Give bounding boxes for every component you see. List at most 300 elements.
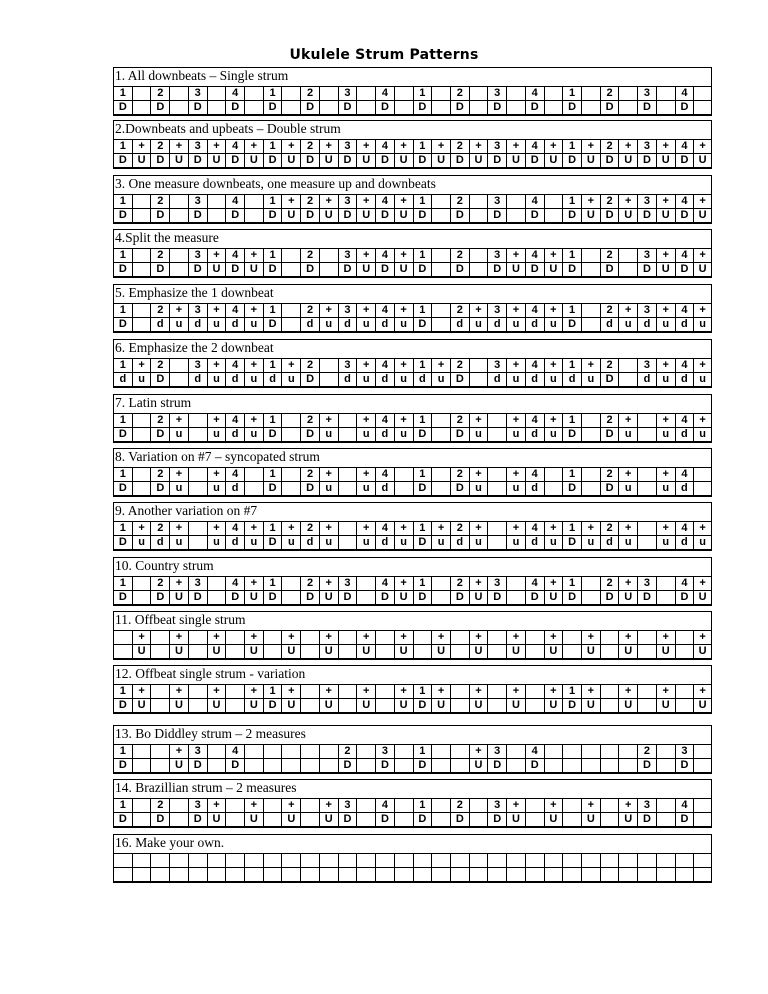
strum-direction-cell: D bbox=[525, 154, 544, 167]
beat-count-cell: + bbox=[469, 468, 488, 482]
strum-direction-cell bbox=[581, 263, 600, 276]
beat-count-cell: + bbox=[693, 359, 712, 373]
strum-direction-cell: U bbox=[618, 209, 637, 222]
strum-direction-cell: U bbox=[618, 591, 637, 604]
strum-direction-cell: D bbox=[525, 263, 544, 276]
beat-count-cell: 3 bbox=[637, 359, 656, 373]
strum-direction-cell: D bbox=[562, 154, 581, 167]
beat-count-cell: 4 bbox=[375, 87, 394, 101]
beat-count-cell: + bbox=[506, 631, 525, 645]
beat-count-cell: 1 bbox=[562, 304, 581, 318]
beat-count-cell: 2 bbox=[300, 522, 319, 536]
beat-count-cell: + bbox=[207, 522, 226, 536]
strum-direction-cell: D bbox=[150, 154, 169, 167]
beat-count-cell: 3 bbox=[487, 140, 506, 154]
strum-direction-cell bbox=[581, 868, 600, 881]
beat-count-cell: 3 bbox=[338, 799, 357, 813]
strum-direction-cell: U bbox=[469, 645, 488, 658]
strum-direction-cell: D bbox=[487, 591, 506, 604]
strum-direction-cell: D bbox=[263, 101, 282, 114]
strum-direction-cell bbox=[600, 645, 619, 658]
beat-count-cell bbox=[394, 799, 413, 813]
beat-count-cell: 2 bbox=[600, 140, 619, 154]
strum-direction-cell: d bbox=[225, 318, 244, 331]
strum-direction-cell bbox=[637, 699, 656, 712]
beat-count-cell: + bbox=[431, 522, 450, 536]
strum-direction-cell: D bbox=[637, 209, 656, 222]
strum-direction-cell: D bbox=[487, 209, 506, 222]
beat-count-cell bbox=[356, 577, 375, 591]
strum-direction-cell: D bbox=[675, 101, 694, 114]
beat-count-cell bbox=[244, 745, 263, 759]
strum-direction-cell: U bbox=[281, 699, 300, 712]
beat-count-cell: 1 bbox=[562, 522, 581, 536]
strum-direction-cell: u bbox=[506, 536, 525, 549]
strum-direction-cell: U bbox=[581, 209, 600, 222]
beat-count-cell bbox=[169, 249, 188, 263]
beat-count-cell bbox=[300, 685, 319, 699]
beat-count-cell bbox=[431, 745, 450, 759]
strum-direction-cell: U bbox=[319, 699, 338, 712]
beat-count-cell: 1 bbox=[413, 745, 432, 759]
beat-count-cell bbox=[506, 195, 525, 209]
strum-direction-cell: U bbox=[132, 645, 151, 658]
beat-count-cell bbox=[431, 195, 450, 209]
strum-direction-cell: D bbox=[413, 813, 432, 826]
beat-count-cell: + bbox=[394, 359, 413, 373]
strum-direction-cell: d bbox=[637, 373, 656, 386]
strum-direction-cell: u bbox=[169, 482, 188, 495]
strum-direction-cell: D bbox=[113, 699, 132, 712]
strum-direction-cell: D bbox=[338, 813, 357, 826]
beat-count-cell bbox=[338, 414, 357, 428]
strum-direction-cell: U bbox=[469, 759, 488, 772]
strum-grid bbox=[113, 853, 712, 882]
strum-direction-cell bbox=[207, 101, 226, 114]
beat-count-cell bbox=[618, 87, 637, 101]
beat-count-cell: 4 bbox=[375, 577, 394, 591]
beat-count-cell bbox=[675, 854, 694, 868]
beat-count-cell bbox=[581, 304, 600, 318]
strum-direction-cell bbox=[150, 759, 169, 772]
beat-count-cell bbox=[319, 854, 338, 868]
strum-direction-cell: d bbox=[525, 373, 544, 386]
beat-count-cell bbox=[319, 745, 338, 759]
beat-count-cell bbox=[525, 799, 544, 813]
strum-direction-cell bbox=[132, 759, 151, 772]
beat-count-cell: + bbox=[394, 414, 413, 428]
beat-count-cell: 4 bbox=[525, 359, 544, 373]
strum-direction-cell: u bbox=[581, 536, 600, 549]
strum-direction-cell bbox=[169, 813, 188, 826]
strum-direction-cell bbox=[469, 868, 488, 881]
strum-direction-cell bbox=[450, 868, 469, 881]
strum-direction-cell: D bbox=[113, 536, 132, 549]
strum-direction-cell: U bbox=[356, 263, 375, 276]
beat-count-cell: + bbox=[544, 631, 563, 645]
strum-direction-cell bbox=[431, 101, 450, 114]
beat-count-cell: 2 bbox=[450, 468, 469, 482]
strum-section bbox=[113, 611, 712, 660]
strum-direction-cell bbox=[281, 101, 300, 114]
beat-count-cell: + bbox=[656, 195, 675, 209]
beat-count-cell bbox=[244, 195, 263, 209]
strum-direction-cell bbox=[356, 868, 375, 881]
strum-direction-cell: U bbox=[244, 154, 263, 167]
beat-count-cell bbox=[450, 685, 469, 699]
beat-count-cell: 2 bbox=[300, 577, 319, 591]
beat-count-cell bbox=[300, 854, 319, 868]
beat-count-cell bbox=[600, 854, 619, 868]
beat-count-cell: + bbox=[169, 685, 188, 699]
beat-count-cell: + bbox=[618, 685, 637, 699]
strum-direction-cell: d bbox=[450, 318, 469, 331]
strum-direction-cell: u bbox=[356, 373, 375, 386]
strum-direction-cell bbox=[281, 759, 300, 772]
strum-direction-cell: d bbox=[225, 482, 244, 495]
section-title: 7. Latin strum bbox=[115, 395, 192, 410]
strum-direction-cell bbox=[281, 428, 300, 441]
beat-count-cell: + bbox=[581, 799, 600, 813]
strum-grid bbox=[113, 303, 712, 332]
strum-direction-cell: D bbox=[487, 263, 506, 276]
beat-count-cell: 4 bbox=[525, 249, 544, 263]
beat-count-cell bbox=[469, 249, 488, 263]
strum-direction-cell bbox=[263, 868, 282, 881]
strum-direction-cell: d bbox=[338, 318, 357, 331]
beat-count-cell: + bbox=[656, 414, 675, 428]
beat-count-cell: 3 bbox=[487, 87, 506, 101]
beat-count-cell: 1 bbox=[413, 577, 432, 591]
strum-direction-cell: D bbox=[562, 536, 581, 549]
strum-direction-cell: D bbox=[300, 482, 319, 495]
beat-count-cell: + bbox=[506, 304, 525, 318]
strum-direction-cell: U bbox=[169, 645, 188, 658]
strum-direction-cell: D bbox=[263, 591, 282, 604]
strum-direction-cell: u bbox=[618, 318, 637, 331]
beat-count-cell: 2 bbox=[450, 577, 469, 591]
strum-direction-cell: D bbox=[413, 154, 432, 167]
beat-count-cell: 1 bbox=[413, 799, 432, 813]
beat-count-cell: 3 bbox=[188, 195, 207, 209]
strum-direction-cell bbox=[207, 591, 226, 604]
beat-count-cell bbox=[244, 854, 263, 868]
section-title: 8. Variation on #7 – syncopated strum bbox=[115, 449, 320, 464]
strum-direction-cell: D bbox=[300, 101, 319, 114]
strum-direction-cell: u bbox=[319, 428, 338, 441]
strum-direction-cell: D bbox=[300, 209, 319, 222]
strum-direction-cell: d bbox=[300, 318, 319, 331]
strum-direction-cell: U bbox=[356, 154, 375, 167]
strum-direction-cell bbox=[431, 263, 450, 276]
strum-direction-cell: D bbox=[375, 591, 394, 604]
strum-direction-cell: d bbox=[637, 318, 656, 331]
strum-direction-cell: U bbox=[693, 263, 712, 276]
beat-count-cell: 2 bbox=[600, 414, 619, 428]
beat-count-cell bbox=[132, 745, 151, 759]
strum-direction-cell: U bbox=[693, 154, 712, 167]
strum-direction-cell: D bbox=[113, 591, 132, 604]
strum-direction-cell: d bbox=[225, 373, 244, 386]
strum-direction-cell: D bbox=[338, 591, 357, 604]
strum-direction-cell: D bbox=[225, 101, 244, 114]
beat-count-cell: 1 bbox=[562, 685, 581, 699]
strum-direction-cell bbox=[431, 318, 450, 331]
beat-count-cell: + bbox=[356, 249, 375, 263]
beat-count-cell: 4 bbox=[525, 745, 544, 759]
beat-count-cell: + bbox=[281, 799, 300, 813]
strum-direction-cell: D bbox=[487, 759, 506, 772]
strum-direction-cell bbox=[338, 482, 357, 495]
strum-direction-cell bbox=[356, 101, 375, 114]
strum-direction-cell: D bbox=[375, 813, 394, 826]
strum-direction-cell: U bbox=[394, 154, 413, 167]
beat-count-cell: 2 bbox=[450, 87, 469, 101]
strum-direction-cell bbox=[338, 428, 357, 441]
strum-direction-cell bbox=[525, 813, 544, 826]
strum-direction-cell bbox=[506, 209, 525, 222]
strum-direction-cell bbox=[281, 318, 300, 331]
beat-count-cell: + bbox=[693, 685, 712, 699]
strum-direction-cell: D bbox=[487, 154, 506, 167]
strum-direction-cell: U bbox=[319, 154, 338, 167]
strum-direction-cell: d bbox=[487, 318, 506, 331]
section-title: 5. Emphasize the 1 downbeat bbox=[115, 285, 274, 300]
beat-count-cell bbox=[487, 414, 506, 428]
beat-count-cell bbox=[281, 745, 300, 759]
beat-count-cell: 1 bbox=[263, 468, 282, 482]
strum-direction-cell: d bbox=[450, 536, 469, 549]
beat-count-cell bbox=[225, 799, 244, 813]
beat-count-cell: 2 bbox=[300, 414, 319, 428]
strum-direction-cell: U bbox=[207, 645, 226, 658]
beat-count-cell: + bbox=[319, 685, 338, 699]
strum-direction-cell: u bbox=[469, 428, 488, 441]
strum-direction-cell: D bbox=[675, 263, 694, 276]
strum-direction-cell: d bbox=[375, 536, 394, 549]
strum-direction-cell: U bbox=[394, 263, 413, 276]
beat-count-cell bbox=[506, 854, 525, 868]
strum-direction-cell: D bbox=[600, 373, 619, 386]
strum-direction-cell: D bbox=[113, 759, 132, 772]
beat-count-cell: 1 bbox=[562, 468, 581, 482]
strum-direction-cell: U bbox=[693, 645, 712, 658]
strum-direction-cell: u bbox=[394, 318, 413, 331]
strum-direction-cell: D bbox=[263, 154, 282, 167]
strum-direction-cell: D bbox=[338, 759, 357, 772]
strum-direction-cell: U bbox=[506, 645, 525, 658]
strum-direction-cell bbox=[618, 868, 637, 881]
strum-direction-cell: D bbox=[562, 263, 581, 276]
strum-direction-cell: U bbox=[394, 209, 413, 222]
strum-direction-cell: D bbox=[487, 813, 506, 826]
strum-direction-cell bbox=[637, 868, 656, 881]
beat-count-cell: + bbox=[169, 414, 188, 428]
beat-count-cell: 2 bbox=[150, 195, 169, 209]
beat-count-cell: + bbox=[506, 799, 525, 813]
strum-direction-cell: D bbox=[300, 591, 319, 604]
strum-direction-cell: D bbox=[150, 209, 169, 222]
beat-count-cell bbox=[356, 745, 375, 759]
beat-count-cell: + bbox=[506, 468, 525, 482]
beat-count-cell: 2 bbox=[450, 304, 469, 318]
strum-direction-cell bbox=[207, 759, 226, 772]
beat-count-cell: 1 bbox=[113, 799, 132, 813]
beat-count-cell bbox=[319, 87, 338, 101]
beat-count-cell: + bbox=[132, 359, 151, 373]
beat-count-cell: 1 bbox=[263, 87, 282, 101]
beat-count-cell: + bbox=[319, 195, 338, 209]
strum-direction-cell bbox=[675, 645, 694, 658]
beat-count-cell bbox=[244, 87, 263, 101]
strum-direction-cell bbox=[431, 868, 450, 881]
strum-direction-cell: D bbox=[188, 154, 207, 167]
strum-direction-cell bbox=[394, 813, 413, 826]
beat-count-cell: 3 bbox=[338, 140, 357, 154]
strum-direction-cell bbox=[188, 645, 207, 658]
strum-direction-cell: U bbox=[244, 813, 263, 826]
beat-count-cell: 3 bbox=[188, 249, 207, 263]
strum-direction-cell bbox=[675, 868, 694, 881]
strum-direction-cell: d bbox=[675, 373, 694, 386]
strum-direction-cell: U bbox=[469, 591, 488, 604]
beat-count-cell: + bbox=[207, 140, 226, 154]
beat-count-cell bbox=[581, 745, 600, 759]
strum-direction-cell: D bbox=[113, 482, 132, 495]
beat-count-cell bbox=[375, 631, 394, 645]
beat-count-cell bbox=[469, 799, 488, 813]
beat-count-cell: 1 bbox=[263, 140, 282, 154]
strum-direction-cell: U bbox=[319, 209, 338, 222]
beat-count-cell: 2 bbox=[600, 249, 619, 263]
beat-count-cell bbox=[188, 522, 207, 536]
beat-count-cell: + bbox=[244, 304, 263, 318]
beat-count-cell bbox=[637, 468, 656, 482]
strum-direction-cell bbox=[244, 868, 263, 881]
strum-direction-cell: D bbox=[637, 101, 656, 114]
strum-direction-cell: D bbox=[637, 759, 656, 772]
beat-count-cell: 4 bbox=[225, 468, 244, 482]
strum-direction-cell: d bbox=[675, 318, 694, 331]
strum-direction-cell: d bbox=[375, 482, 394, 495]
strum-direction-cell: D bbox=[375, 154, 394, 167]
beat-count-cell bbox=[207, 577, 226, 591]
strum-direction-cell: D bbox=[300, 263, 319, 276]
beat-count-cell: 1 bbox=[263, 304, 282, 318]
strum-direction-cell: d bbox=[675, 428, 694, 441]
beat-count-cell: + bbox=[207, 468, 226, 482]
strum-direction-cell bbox=[581, 759, 600, 772]
beat-count-cell: 1 bbox=[113, 414, 132, 428]
strum-direction-cell bbox=[188, 868, 207, 881]
beat-count-cell bbox=[600, 631, 619, 645]
strum-direction-cell: D bbox=[225, 759, 244, 772]
strum-direction-cell bbox=[150, 699, 169, 712]
section-title: 9. Another variation on #7 bbox=[115, 503, 258, 518]
strum-direction-cell: u bbox=[693, 318, 712, 331]
strum-direction-cell bbox=[413, 868, 432, 881]
beat-count-cell: + bbox=[544, 140, 563, 154]
strum-direction-cell: U bbox=[469, 154, 488, 167]
strum-direction-cell bbox=[169, 868, 188, 881]
beat-count-cell: 1 bbox=[263, 359, 282, 373]
strum-direction-cell: u bbox=[356, 318, 375, 331]
beat-count-cell bbox=[281, 577, 300, 591]
beat-count-cell bbox=[300, 799, 319, 813]
strum-direction-cell bbox=[188, 536, 207, 549]
beat-count-cell: 3 bbox=[188, 140, 207, 154]
beat-count-cell: 2 bbox=[600, 522, 619, 536]
strum-direction-cell bbox=[169, 373, 188, 386]
beat-count-cell: + bbox=[618, 799, 637, 813]
strum-direction-cell: u bbox=[656, 482, 675, 495]
beat-count-cell bbox=[469, 854, 488, 868]
beat-count-cell: 1 bbox=[263, 685, 282, 699]
strum-direction-cell: D bbox=[600, 209, 619, 222]
strum-direction-cell: u bbox=[207, 428, 226, 441]
beat-count-cell: + bbox=[394, 631, 413, 645]
strum-direction-cell: U bbox=[169, 699, 188, 712]
strum-direction-cell: u bbox=[319, 536, 338, 549]
strum-direction-cell: d bbox=[413, 373, 432, 386]
strum-direction-cell: u bbox=[281, 536, 300, 549]
beat-count-cell: 3 bbox=[375, 745, 394, 759]
strum-direction-cell bbox=[600, 813, 619, 826]
beat-count-cell: 3 bbox=[188, 799, 207, 813]
strum-direction-cell: D bbox=[188, 101, 207, 114]
beat-count-cell: + bbox=[132, 140, 151, 154]
beat-count-cell bbox=[338, 468, 357, 482]
beat-count-cell: + bbox=[693, 249, 712, 263]
strum-direction-cell bbox=[319, 101, 338, 114]
strum-direction-cell: u bbox=[506, 318, 525, 331]
strum-direction-cell: D bbox=[188, 263, 207, 276]
strum-direction-cell: U bbox=[244, 263, 263, 276]
strum-direction-cell: D bbox=[637, 263, 656, 276]
beat-count-cell bbox=[394, 854, 413, 868]
strum-direction-cell bbox=[394, 101, 413, 114]
strum-direction-cell: u bbox=[207, 318, 226, 331]
strum-direction-cell bbox=[244, 482, 263, 495]
strum-direction-cell: u bbox=[394, 428, 413, 441]
beat-count-cell: 2 bbox=[300, 140, 319, 154]
beat-count-cell bbox=[487, 685, 506, 699]
strum-direction-cell: d bbox=[375, 373, 394, 386]
beat-count-cell bbox=[319, 359, 338, 373]
strum-direction-cell bbox=[169, 101, 188, 114]
beat-count-cell: 1 bbox=[562, 140, 581, 154]
strum-direction-cell bbox=[693, 482, 712, 495]
beat-count-cell: 2 bbox=[300, 249, 319, 263]
beat-count-cell: 3 bbox=[338, 359, 357, 373]
beat-count-cell bbox=[281, 854, 300, 868]
beat-count-cell: + bbox=[581, 522, 600, 536]
beat-count-cell bbox=[693, 799, 712, 813]
strum-section bbox=[113, 502, 712, 551]
strum-section bbox=[113, 120, 712, 169]
strum-direction-cell bbox=[225, 645, 244, 658]
strum-direction-cell: D bbox=[450, 154, 469, 167]
beat-count-cell: 1 bbox=[263, 577, 282, 591]
strum-direction-cell: d bbox=[525, 428, 544, 441]
beat-count-cell: 1 bbox=[562, 249, 581, 263]
strum-direction-cell: D bbox=[562, 428, 581, 441]
strum-direction-cell: D bbox=[263, 699, 282, 712]
strum-direction-cell: d bbox=[600, 536, 619, 549]
strum-direction-cell: D bbox=[150, 263, 169, 276]
strum-direction-cell: D bbox=[300, 373, 319, 386]
strum-direction-cell: D bbox=[562, 482, 581, 495]
